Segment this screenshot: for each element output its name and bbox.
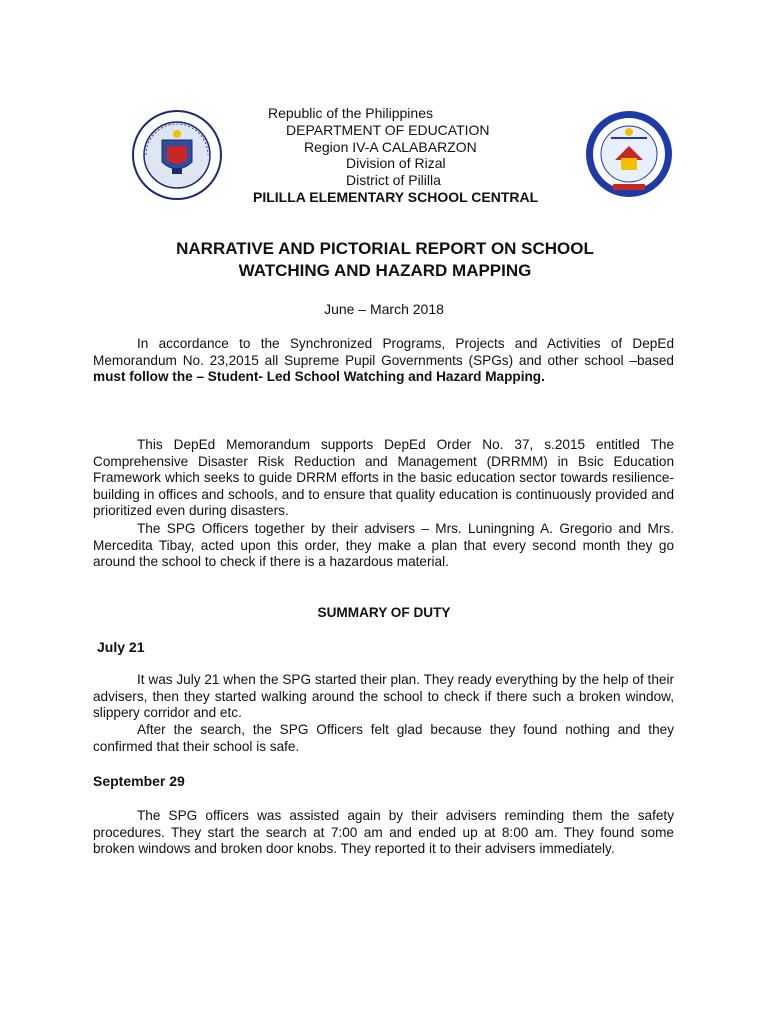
header-department: DEPARTMENT OF EDUCATION (286, 122, 490, 138)
header-republic: Republic of the Philippines (268, 105, 433, 121)
school-seal-logo (585, 110, 673, 198)
header-school-name: PILILLA ELEMENTARY SCHOOL CENTRAL (253, 189, 539, 205)
paragraph-spg-officers-text: The SPG Officers together by their advisers – Mrs. Luningning A. Gregorio and Mrs. Mercedita Tibay, acted upon this order, they make a plan that every second month they go around the school to check if there is a hazardous material. (93, 521, 674, 570)
report-title-line1: NARRATIVE AND PICTORIAL REPORT ON SCHOOL (176, 239, 594, 258)
paragraph-intro (93, 336, 674, 386)
report-title-line2: WATCHING AND HAZARD MAPPING (238, 261, 532, 280)
summary-heading: SUMMARY OF DUTY (317, 605, 451, 620)
paragraph-september-1-text: The SPG officers was assisted again by their advisers reminding them the safety procedures. They start the search at 7:00 am and ended up at 8:00 am. They found some broken windows and broken door knobs. They reported it to their advisers immediately. (93, 808, 674, 857)
paragraph-july-1-text: It was July 21 when the SPG started their plan. They ready everything by the help of their advisers, then they started walking around the school to check if there such a broken window, slippery corridor and etc. (93, 672, 674, 721)
header-district: District of Pililla (346, 172, 441, 188)
paragraph-july-1 (93, 672, 674, 722)
september-heading: September 29 (93, 773, 185, 789)
report-title (90, 238, 680, 282)
paragraph-intro-bold: must follow the – Student- Led School Watching and Hazard Mapping. (93, 369, 545, 385)
paragraph-deped-order (93, 437, 674, 520)
header-region: Region IV-A CALABARZON (304, 139, 477, 155)
paragraph-july-2-text: After the search, the SPG Officers felt glad because they found nothing and they confirmed that their school is safe. (93, 722, 674, 754)
paragraph-july-2 (93, 722, 674, 755)
deped-seal-logo (132, 110, 222, 200)
paragraph-september-1 (93, 808, 674, 858)
header-division: Division of Rizal (346, 155, 446, 171)
paragraph-spg-officers (93, 521, 674, 571)
july-heading: July 21 (97, 639, 145, 655)
paragraph-intro-text: In accordance to the Synchronized Programs, Projects and Activities of DepEd Memorandum No. 23,2015 all Supreme Pupil Governments (SPGs) and other school –based (93, 336, 674, 368)
paragraph-deped-order-text: This DepEd Memorandum supports DepEd Order No. 37, s.2015 entitled The Comprehensive Disaster Risk Reduction and Management (DRRMM) in Bsic Education Framework which seeks to guide DRRM efforts in the basic education sector towards resilience-building in offices and schools, and to ensure that quality education is continuously provided and prioritized even during disasters. (93, 437, 674, 519)
report-date: June – March 2018 (324, 301, 444, 317)
